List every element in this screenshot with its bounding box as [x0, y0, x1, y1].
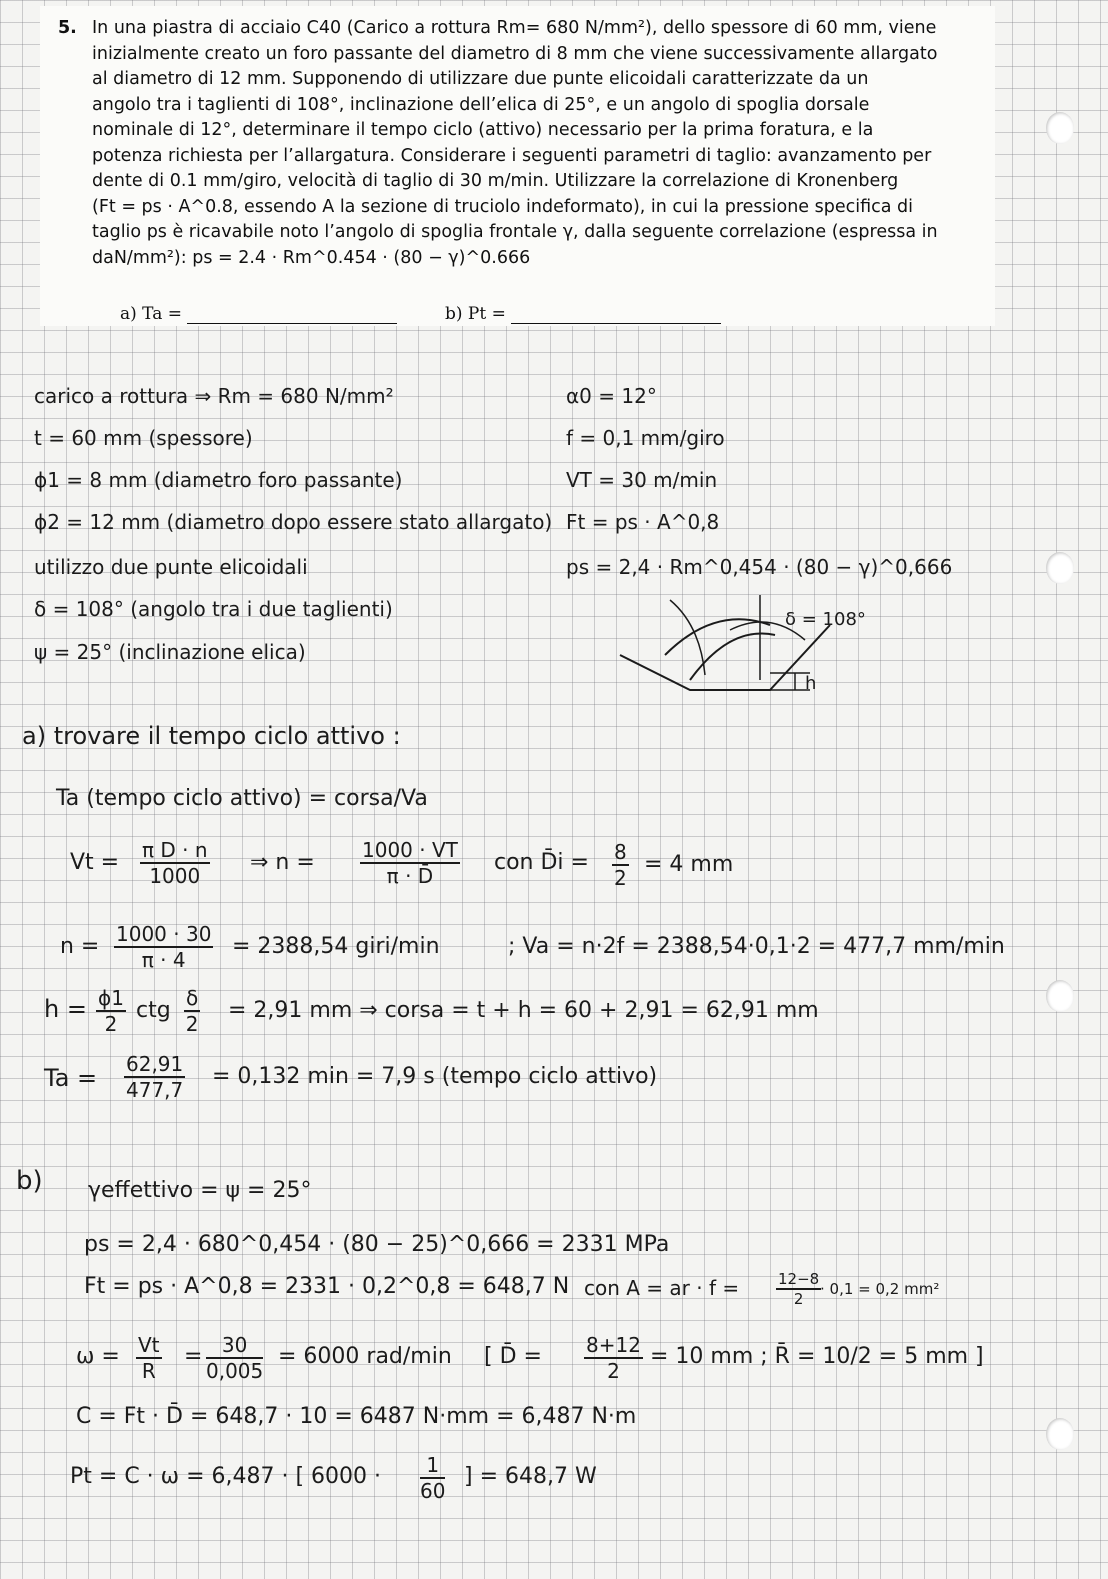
vt-denominator: 1000: [149, 864, 201, 888]
omega-denominator-2: 0,005: [206, 1359, 264, 1383]
di-fraction: [612, 840, 629, 890]
h-fraction-2: [184, 986, 200, 1036]
n2-numerator: 1000 · 30: [116, 922, 212, 946]
n-result: = 2388,54 giri/min: [232, 934, 440, 959]
ft-calc: Ft = ps · A^0,8 = 2331 · 0,2^0,8 = 648,7 N: [84, 1274, 570, 1299]
binder-hole: [1046, 112, 1074, 144]
n2-fraction: [114, 922, 213, 972]
part-b-label: b): [16, 1166, 43, 1196]
problem-line: In una piastra di acciaio C40 (Carico a rottura Rm= 680 N/mm²), dello spessore di 60 mm, viene: [92, 18, 937, 38]
dbar-numerator: 8+12: [586, 1333, 641, 1357]
data-right-line: ps = 2,4 · Rm^0,454 · (80 − γ)^0,666: [566, 555, 953, 579]
problem-line: dente di 0.1 mm/giro, velocità di taglio di 30 m/min. Utilizzare la correlazione di Kronenberg: [92, 171, 899, 191]
data-left-line: ϕ1 = 8 mm (diametro foro passante): [34, 468, 403, 492]
data-right-line: α0 = 12°: [566, 384, 657, 408]
problem-line: daN/mm²): ps = 2.4 · Rm^0.454 · (80 − γ)^0.666: [92, 247, 531, 268]
area-fraction: [776, 1270, 821, 1308]
data-right-line: f = 0,1 mm/giro: [566, 426, 725, 450]
power-prefix: Pt = C · ω = 6,487 · [ 6000 ·: [70, 1464, 382, 1489]
area-denominator: 2: [793, 1290, 804, 1308]
omega-numerator-2: 30: [206, 1333, 263, 1359]
di-with: con D̄i =: [494, 850, 589, 875]
answer-a: [120, 304, 397, 324]
h-denominator-2: 2: [185, 1012, 199, 1036]
omega-numerator: Vt: [138, 1333, 160, 1357]
omega-result: = 6000 rad/min: [278, 1344, 452, 1369]
data-right-line: Ft = ps · A^0,8: [566, 510, 720, 534]
area-numerator: 12−8: [778, 1270, 820, 1288]
data-left-line: t = 60 mm (spessore): [34, 426, 253, 450]
vt-fraction: [140, 838, 210, 888]
omega-lhs: ω =: [76, 1344, 120, 1369]
problem-text: [58, 16, 982, 271]
va-calc: ; Va = n·2f = 2388,54·0,1·2 = 477,7 mm/min: [508, 934, 1005, 959]
h-ctg: ctg: [136, 998, 171, 1023]
data-left-line: carico a rottura ⇒ Rm = 680 N/mm²: [34, 384, 394, 408]
problem-number: 5.: [58, 18, 77, 38]
omega-denominator: R: [141, 1359, 156, 1383]
area-suffix: · 0,1 = 0,2 mm²: [820, 1280, 940, 1298]
ps-calc: ps = 2,4 · 680^0,454 · (80 − 25)^0,666 = 2331 MPa: [84, 1232, 670, 1257]
sketch-h-label: h: [805, 673, 817, 694]
binder-hole: [1046, 552, 1074, 584]
n-lhs: n =: [60, 934, 100, 959]
data-left-line: δ = 108° (angolo tra i due taglienti): [34, 597, 393, 621]
problem-line: potenza richiesta per l’allargatura. Considerare i seguenti parametri di taglio: avanzamento per: [92, 145, 932, 166]
problem-line: al diametro di 12 mm. Supponendo di utilizzare due punte elicoidali caratterizzate da un: [92, 69, 869, 89]
di-denominator: 2: [614, 866, 627, 890]
answer-b: [445, 304, 721, 324]
problem-line: (Ft = ps · A^0.8, essendo A la sezione di truciolo indeformato), in cui la pressione specifica di: [92, 196, 913, 217]
omega-fraction: [136, 1333, 162, 1383]
n-numerator: 1000 · VT: [362, 838, 458, 862]
vt-numerator: π D · n: [142, 838, 208, 862]
omega-equals: =: [184, 1344, 203, 1369]
dbar-fraction: [584, 1333, 643, 1383]
problem-line: angolo tra i taglienti di 108°, inclinazione dell’elica di 25°, e un angolo di spoglia dorsale: [92, 94, 870, 115]
answer-a-label: a) Ta =: [120, 304, 182, 324]
power-suffix: ] = 648,7 W: [464, 1464, 597, 1489]
power-fraction: [420, 1453, 445, 1503]
data-left-line: ϕ2 = 12 mm (diametro dopo essere stato allargato): [34, 510, 553, 534]
dbar-suffix: = 10 mm ; R̄ = 10/2 = 5 mm ]: [650, 1344, 984, 1369]
drill-edge-line: [670, 600, 705, 675]
binder-hole: [1046, 980, 1074, 1012]
h-result: = 2,91 mm ⇒ corsa = t + h = 60 + 2,91 = 62,91 mm: [228, 998, 819, 1023]
n-fraction: [360, 838, 460, 888]
omega-fraction-2: [206, 1333, 263, 1383]
problem-line: inizialmente creato un foro passante del diametro di 8 mm che viene successivamente allargato: [92, 43, 938, 64]
n2-denominator: π · 4: [141, 948, 186, 972]
h-numerator: ϕ1: [98, 986, 124, 1010]
h-fraction: [96, 986, 126, 1036]
dbar-denominator: 2: [607, 1359, 620, 1383]
ta-fraction: [124, 1052, 185, 1102]
data-right-line: VT = 30 m/min: [566, 468, 718, 492]
data-left-line: ψ = 25° (inclinazione elica): [34, 640, 306, 664]
ta-result: = 0,132 min = 7,9 s (tempo ciclo attivo): [212, 1064, 658, 1089]
data-left-line: utilizzo due punte elicoidali: [34, 555, 308, 579]
di-value: = 4 mm: [644, 852, 734, 877]
power-denominator: 60: [420, 1479, 446, 1503]
h-lhs: h =: [44, 995, 87, 1023]
h-numerator-2: δ: [186, 986, 199, 1010]
drill-tip-sketch: [610, 585, 870, 715]
ta-lhs: Ta =: [44, 1064, 98, 1092]
dbar-prefix: [ D̄ =: [484, 1344, 542, 1369]
problem-statement: [40, 6, 995, 326]
problem-line: nominale di 12°, determinare il tempo ciclo (attivo) necessario per la prima foratura, e la: [92, 120, 874, 140]
problem-line: taglio ps è ricavabile noto l’angolo di spoglia frontale γ, dalla seguente correlazione (espressa in: [92, 222, 938, 242]
answer-b-blank: [511, 307, 721, 324]
ta-numerator: 62,91: [126, 1052, 184, 1076]
h-denominator: 2: [104, 1012, 118, 1036]
binder-holes: [1046, 0, 1086, 1579]
gamma-effective: γeffettivo = ψ = 25°: [88, 1178, 312, 1203]
ta-denominator: 477,7: [126, 1078, 184, 1102]
ta-definition: Ta (tempo ciclo attivo) = corsa/Va: [56, 786, 428, 811]
answer-a-blank: [187, 307, 397, 324]
power-numerator: 1: [420, 1453, 445, 1479]
answer-b-label: b) Pt =: [445, 304, 506, 324]
n-arrow: ⇒ n =: [250, 850, 315, 875]
n-denominator: π · D̄: [386, 864, 434, 888]
sketch-delta-label: δ = 108°: [785, 609, 866, 630]
torque-calc: C = Ft · D̄ = 648,7 · 10 = 6487 N·mm = 6,487 N·m: [76, 1404, 637, 1429]
di-numerator: 8: [614, 840, 627, 864]
area-prefix: con A = ar · f =: [584, 1276, 740, 1300]
part-a-heading: a) trovare il tempo ciclo attivo :: [22, 722, 401, 750]
binder-hole: [1046, 1418, 1074, 1450]
answer-row: [40, 296, 940, 332]
vt-lhs: Vt =: [70, 850, 120, 875]
